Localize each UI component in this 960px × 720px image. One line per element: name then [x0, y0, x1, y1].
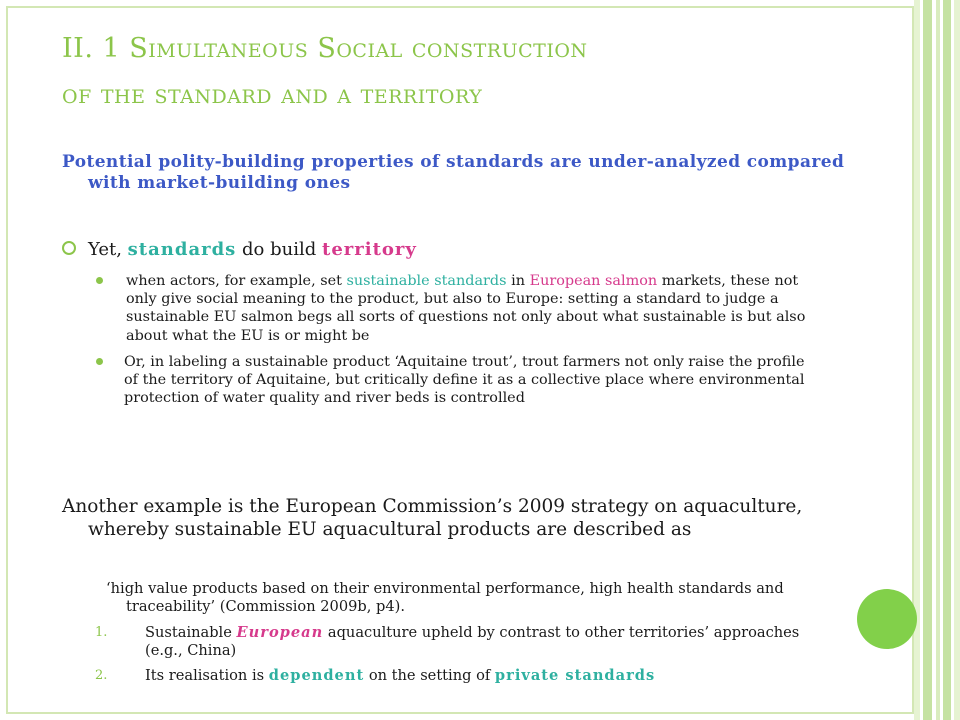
decorative-green-circle — [857, 589, 917, 649]
territory-highlight: territory — [322, 239, 417, 260]
bullet-dot-icon — [96, 358, 103, 365]
european-salmon-highlight: European salmon — [529, 273, 658, 289]
decorative-stripes — [914, 0, 960, 720]
commission-quote: ‘high value products based on their environmental performance, high health standards and traceability’ (Commission 2009b, p4). — [106, 580, 784, 615]
private-standards-highlight: private standards — [494, 667, 656, 684]
slide-title — [62, 26, 882, 118]
item2-text-2: on the setting of — [364, 667, 495, 684]
title-line2: of the standard and a territory — [62, 79, 483, 110]
bullet2-text: Or, in labeling a sustainable product ‘Aquitaine trout’, trout farmers not only raise the profile of the territory of Aquitaine, but critically define it as a collective place where environmental protection of water quality and river beds is controlled — [124, 353, 805, 407]
list-item — [106, 353, 816, 408]
subtitle: Potential polity-building properties of standards are under-analyzed compared with market-building ones — [62, 152, 845, 193]
bullet1-text-2: in — [506, 273, 530, 289]
list-item — [106, 272, 816, 345]
standards-highlight: standards — [127, 239, 237, 260]
numbered-list — [95, 624, 835, 693]
sustainable-standards-highlight: sustainable standards — [346, 273, 507, 289]
european-highlight: European — [236, 624, 324, 641]
sub-bullet-list — [106, 272, 816, 415]
bullet1-text-1: when actors, for example, set — [126, 273, 347, 289]
dependent-highlight: dependent — [268, 667, 365, 684]
title-line1: Simultaneous Social construction — [129, 33, 588, 64]
ring-bullet-icon — [62, 241, 76, 255]
item1-text-2: aquaculture upheld by contrast to other territories’ approaches (e.g., China) — [145, 624, 800, 659]
bullet-dot-icon — [96, 277, 103, 284]
item2-text-1: Its realisation is — [145, 667, 269, 684]
item1-text-1: Sustainable — [145, 624, 237, 641]
list-number: 2. — [95, 668, 108, 683]
list-item — [95, 667, 835, 685]
yet-text-1: Yet, — [88, 239, 128, 260]
bullet1-text-3: markets, these not only give social meaning to the product, but also to Europe: setting a standard to judge a sustainable EU salmon begs all sorts of questions not only about what sustainable is but also about what the EU is or might be — [126, 273, 806, 344]
title-prefix: II. 1 — [62, 33, 130, 64]
another-example-paragraph: Another example is the European Commission’s 2009 strategy on aquaculture, whereby sustainable EU aquacultural products are described as — [62, 496, 803, 540]
yet-text-2: do build — [236, 239, 322, 260]
list-number: 1. — [95, 625, 108, 640]
list-item — [95, 624, 835, 659]
